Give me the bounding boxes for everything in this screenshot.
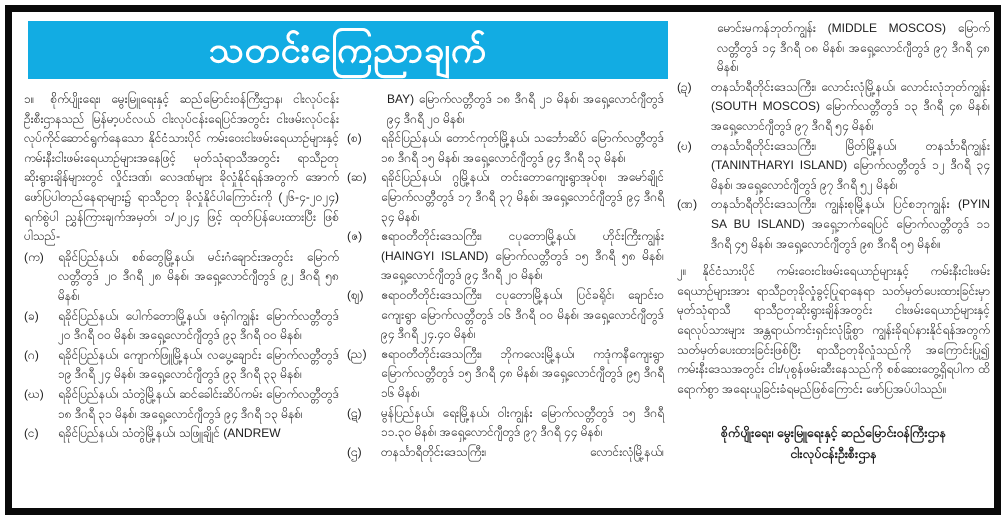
list-item-nna <box>677 195 990 254</box>
item-text: ဧရာဝတီတိုင်းဒေသကြီး၊ ဘိုကလေးမြို့နယ်၊ ကဒုံကနီကျေးရွာ မြောက်လတ္တီတွဒ် ၁၅ ဒီဂရီ ၄၈ မိနစ်၊ အရှေ့လောင်ဂျီတွဒ် ၉၅ ဒီဂရီ ၁၆ မိနစ်၊ <box>381 346 664 400</box>
list-item-hsa <box>347 168 664 227</box>
item-text: ရခိုင်ပြည်နယ်၊ သံတွဲမြို့နယ်၊ သဖြူချိုင် (ANDREW <box>58 426 281 441</box>
item-text: ရခိုင်ပြည်နယ်၊ ကျောက်ဖြူမြို့နယ်၊ လပွေ့ချောင်း မြောက်လတ္တီတွဒ် ၁၉ ဒီဂရီ ၂၄ မိနစ်၊ အရှေ့လောင်ဂျီတွဒ် ၉၃ ဒီဂရီ ၃၃ မိနစ်၊ <box>58 347 339 382</box>
paragraph-number: ၁။ <box>24 92 35 106</box>
list-item-dda <box>677 78 990 137</box>
item-label: (ည) <box>347 346 367 361</box>
paragraph-number: ၂။ <box>677 264 687 279</box>
item-label: (ဂ) <box>24 347 39 362</box>
list-item-ga <box>24 346 339 385</box>
item-text: မွန်ပြည်နယ်၊ ရေးမြို့နယ်၊ ဝါးကျွန်း မြောက်လတ္တီတွဒ် ၁၅ ဒီဂရီ ၁၁.၃၀ မိနစ်၊ အရှေ့လောင်ဂျီတွဒ် ၉၇ ဒီဂရီ ၄၄ မိနစ်၊ <box>381 405 664 440</box>
item-text: တနင်္သာရီတိုင်းဒေသကြီး၊ လောင်းလုံမြို့နယ်၊ <box>381 444 664 459</box>
item-text: ရခိုင်ပြည်နယ်၊ ဂွမြို့နယ်၊ တင်းတောကျေးရွာအုပ်စု၊ အမော်ချိုင် မြောက်လတ္တီတွဒ် ၁၇ ဒီဂရီ ၃၇ မိနစ်၊ အရှေ့လောင်ဂျီတွဒ် ၉၄ ဒီဂရီ ၃၄ မိနစ်၊ <box>381 170 664 224</box>
item-label: (က) <box>24 249 44 264</box>
signature-department: ငါးလုပ်ငန်းဦးစီးဌာန <box>790 447 877 462</box>
item-text: ရခိုင်ပြည်နယ်၊ စစ်တွေမြို့နယ်၊ မင်းဂံချောင်းအတွင်း မြောက်လတ္တီတွဒ် ၂၀ ဒီဂရီ ၂၈ မိနစ်၊ အရှေ့လောင်ဂျီတွဒ် ၉၂ ဒီဂရီ ၅၈ မိနစ်၊ <box>58 249 339 303</box>
intro-text: စိုက်ပျိုးရေး၊ မွေးမြူရေးနှင့် ဆည်မြောင်းဝန်ကြီးဌာန၊ ငါးလုပ်ငန်းဦးစီးဌာနသည် မြန်မာ့ပင်လယ် ငါးလုပ်ငန်းရေပြင်အတွင်း ငါးဖမ်းလုပ်ငန်း လုပ်ကိုင်ဆောင်ရွက်နေသော နိုင်ငံသားပိုင် ကမ်းဝေးငါးဖမ်းရေယာဉ်များနှင့် ကမ်းနီးငါးဖမ်းရေယာဉ်များအနေဖြင့် မုတ်သုံရာသီအတွင်း ရာသီဥတုဆိုးရွားချိန်များတွင် လှိုင်းဒဏ်၊ လေဒဏ်များ ခိုလှုံနိုင်ရန်အတွက် အောက်ဖော်ပြပါတည်နေရာများ၌ ရာသီဥတု ခိုလှုံနိုင်ပါကြောင်းကို (၂၆-၄-၂၀၂၄) ရက်စွဲပါ ညွှန်ကြားချက်အမှတ်၊ ၁/၂၀၂၄ ဖြင့် ထုတ်ပြန်ပေးထားပြီး ဖြစ်ပါသည်- <box>24 92 339 244</box>
item-label: (ဍ) <box>677 79 692 94</box>
item-label: (စ) <box>347 131 362 146</box>
list-item-nya <box>347 345 664 404</box>
column-1 <box>24 90 339 444</box>
item-label: (ဏ) <box>677 197 698 212</box>
item-text: တနင်္သာရီတိုင်းဒေသကြီး၊ လောင်းလုံမြို့နယ်၊ လောင်းလုံဘုတ်ကျွန်း (SOUTH MOSCOS) မြောက်လတ္တီတွဒ် ၁၃ ဒီဂရီ ၄၈ မိနစ်၊ အရှေ့လောင်ဂျီတွဒ် ၉၇ ဒီဂရီ ၅၄ မိနစ်၊ <box>711 79 990 133</box>
item-label: (ဇ) <box>347 229 363 244</box>
item-text: တနင်္သာရီတိုင်းဒေသကြီး၊ ကျွန်းစုမြို့နယ်၊ ပြင်စဘုကျွန်း (PYIN SA BU ISLAND) အရှေ့ဘက်ရေပြင် မြောက်လတ္တီတွဒ် ၁၁ ဒီဂရီ ၄၅ မိနစ်၊ အရှေ့လောင်ဂျီတွဒ် ၉၈ ဒီဂရီ ၀၅ မိနစ်။ <box>711 197 990 251</box>
list-item-gha <box>24 385 339 424</box>
column-2 <box>347 90 664 462</box>
item-label: (ဋ) <box>347 405 362 420</box>
item-label: (ဆ) <box>347 170 367 185</box>
item-label: (ဈ) <box>347 287 364 302</box>
item-text: ရခိုင်ပြည်နယ်၊ သံတွဲမြို့နယ်၊ ဆင်ခေါင်းဆိပ်ကမ်း မြောက်လတ္တီတွဒ် ၁၈ ဒီဂရီ ၃၁ မိနစ်၊ အရှေ့လောင်ဂျီတွဒ် ၉၄ ဒီဂရီ ၁၃ မိနစ်၊ <box>58 386 339 421</box>
list-item-tta <box>347 404 664 443</box>
list-item-kha <box>24 307 339 346</box>
item-label: (ဌ) <box>347 444 362 459</box>
page-title: သတင်းကြေညာချက် <box>208 29 488 70</box>
item-text: ဧရာဝတီတိုင်းဒေသကြီး၊ ငပုတောမြို့နယ်၊ ဟိုင်းကြီးကျွန်း (HAINGYI ISLAND) မြောက်လတ္တီတွဒ် ၁၅ ဒီဂရီ ၅၈ မိနစ်၊ အရှေ့လောင်ဂျီတွဒ် ၉၄ ဒီဂရီ ၂၀ မိနစ်၊ <box>381 229 664 283</box>
list-item-ka <box>24 248 339 307</box>
signature-ministry: စိုက်ပျိုးရေး၊ မွေးမြူရေးနှင့် ဆည်မြောင်းဝန်ကြီးဌာန <box>720 426 947 441</box>
item-text: ဧရာဝတီတိုင်းဒေသကြီး၊ ငပုတောမြို့နယ်၊ ပြင်ခရိုင်၊ ချောင်းဝကျေးရွာ မြောက်လတ္တီတွဒ် ၁၆ ဒီဂရီ ၀၀ မိနစ်၊ အရှေ့လောင်ဂျီတွဒ် ၉၄ ဒီဂရီ ၂၄.၄၀ မိနစ်၊ <box>381 287 664 342</box>
list-item-nga <box>24 424 339 444</box>
list-item-ttha <box>347 443 664 463</box>
continuation-text: မောင်းမကန်ဘုတ်ကျွန်း (MIDDLE MOSCOS) မြောက်လတ္တီတွဒ် ၁၄ ဒီဂရီ ၀၈ မိနစ်၊ အရှေ့လောင်ဂျီတွဒ် ၉၇ ဒီဂရီ ၄၈ မိနစ်၊ <box>717 21 990 75</box>
title-banner <box>28 21 668 79</box>
column-3 <box>677 19 990 465</box>
item-text: ရခိုင်ပြည်နယ်၊ တောင်ကုတ်မြို့နယ်၊ သင်္ဘောဆိပ် မြောက်လတ္တီတွဒ် ၁၈ ဒီဂရီ ၁၅ မိနစ်၊ အရှေ့လောင်ဂျီတွဒ် ၉၄ ဒီဂရီ ၁၃ မိနစ်၊ <box>381 131 664 165</box>
closing-paragraph <box>677 262 990 399</box>
continuation-text: BAY) မြောက်လတ္တီတွဒ် ၁၈ ဒီဂရီ ၂၁ မိနစ်၊ အရှေ့လောင်ဂျီတွဒ် ၉၄ ဒီဂရီ ၂၀ မိနစ်၊ <box>387 92 664 126</box>
list-item-za <box>347 227 664 286</box>
intro-paragraph <box>24 90 339 247</box>
item-label: (င) <box>24 426 39 441</box>
list-item-sa <box>347 129 664 168</box>
list-item-ddha <box>677 137 990 196</box>
item-label: (ခ) <box>24 308 39 323</box>
item-text: တနင်္သာရီတိုင်းဒေသကြီး၊ မြိတ်မြို့နယ်၊ တနင်္သာရီကျွန်း (TANINTHARYI ISLAND) မြောက်လတ္တီတွဒ် ၁၂ ဒီဂရီ ၃၄ မိနစ်၊ အရှေ့လောင်ဂျီတွဒ် ၉၇ ဒီဂရီ ၅၂ မိနစ်၊ <box>711 138 990 192</box>
item-text: ရခိုင်ပြည်နယ်၊ ပေါက်တောမြို့နယ်၊ ဖရုံဂါကျွန်း မြောက်လတ္တီတွဒ် ၂၀ ဒီဂရီ ၀၀ မိနစ်၊ အရှေ့လောင်ဂျီတွဒ် ၉၃ ဒီဂရီ ၀၀ မိနစ်၊ <box>58 308 339 343</box>
item-label: (ဃ) <box>24 386 44 401</box>
item-label: (ဎ) <box>677 138 692 153</box>
signature-block <box>677 423 990 465</box>
list-item-zha <box>347 286 664 345</box>
closing-text: နိုင်ငံသားပိုင် ကမ်းဝေးငါးဖမ်းရေယာဉ်များနှင့် ကမ်းနီးငါးဖမ်းရေယာဉ်များအား ရာသီဥတုခိုလှုံခွင့်ပြုရာနေရာ သတ်မှတ်ပေးထားခြင်းမှာ မုတ်သုံရာသီ ရာသီဥတုဆိုးရွားချိန်အတွင်း ငါးဖမ်းရေယာဉ်များနှင့် ရေလုပ်သားများ အန္တရာယ်ကင်းရှင်းလုံခြုံစွာ ကျွန်းခိုရပ်နားနိုင်ရန်အတွက် သတ်မှတ်ပေးထားခြင်းဖြစ်ပြီး ရာသီဥတုခိုလှုံသည်ကို အကြောင်းပြု၍ ကမ်းနီးဒေသအတွင်း ငါး/ပုစွန်ဖမ်းဆီးနေသည်ကို စစ်ဆေးတွေ့ရှိရပါက ထိရောက်စွာ အရေးယူခြင်းခံရမည်ဖြစ်ကြောင်း ဖော်ပြအပ်ပါသည်။ <box>677 264 990 396</box>
